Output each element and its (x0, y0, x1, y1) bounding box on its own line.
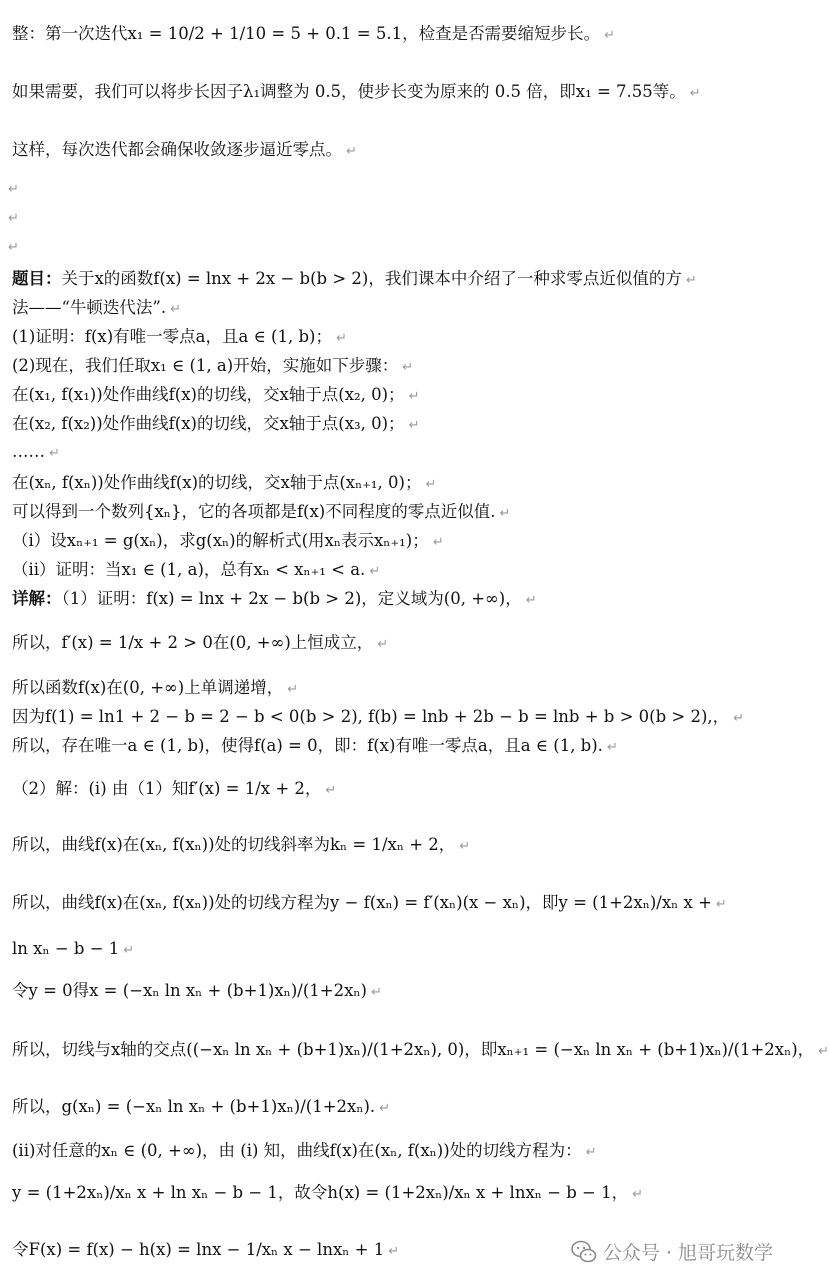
empty-paragraph-mark-icon: ↵ (8, 182, 19, 197)
paragraph-mark-icon: ↵ (287, 682, 299, 697)
line-text: 整：第一次迭代x₁ = 10/2 + 1/10 = 5 + 0.1 = 5.1，检查是否需要缩短步长。 (12, 24, 601, 43)
doc-line-l24 (12, 833, 777, 859)
line-text: 所以，g(xₙ) = (−xₙ ln xₙ + (b+1)xₙ)/(1+2xₙ). (12, 1097, 376, 1116)
paragraph-mark-icon: ↵ (585, 1145, 597, 1160)
paragraph-mark-icon: ↵ (369, 564, 381, 579)
paragraph-mark-icon: ↵ (379, 1101, 391, 1116)
paragraph-mark-icon: ↵ (689, 86, 701, 101)
line-text: 在(xₙ, f(xₙ))处作曲线f(x)的切线，交x轴于点(xₙ₊₁, 0)； (12, 473, 422, 492)
doc-line-l01 (12, 22, 777, 48)
doc-line-l16 (12, 529, 777, 555)
doc-line-l19 (12, 631, 777, 657)
paragraph-mark-icon: ↵ (432, 535, 444, 550)
paragraph-mark-icon: ↵ (818, 1044, 829, 1059)
line-text: （2）解：(i) 由（1）知f′(x) = 1/x + 2， (12, 779, 322, 798)
line-text: 在(x₂, f(x₂))处作曲线f(x)的切线，交x轴于点(x₃, 0)； (12, 414, 405, 433)
doc-line-l21 (12, 705, 777, 731)
line-text: y = (1+2xₙ)/xₙ x + ln xₙ − b − 1，故令h(x) = (1+2xₙ)/xₙ x + lnxₙ − b − 1， (12, 1183, 629, 1202)
line-text: 法——“牛顿迭代法”. (12, 298, 167, 317)
paragraph-mark-icon: ↵ (632, 1187, 643, 1202)
doc-line-l26 (12, 937, 777, 963)
line-text: 令F(x) = f(x) − h(x) = lnx − 1/xₙ x − lnxₙ + 1 (12, 1240, 385, 1259)
line-text: (2)现在，我们任取x₁ ∈ (1, a)开始，实施如下步骤： (12, 356, 399, 375)
line-text: （i）设xₙ₊₁ = g(xₙ)，求g(xₙ)的解析式(用xₙ表示xₙ₊₁)； (12, 531, 429, 550)
doc-line-l02 (12, 80, 777, 106)
paragraph-mark-icon: ↵ (685, 273, 697, 288)
doc-line-l08 (12, 296, 777, 322)
doc-line-l09 (12, 325, 777, 351)
doc-line-l17 (12, 558, 777, 584)
doc-line-l31 (12, 1181, 777, 1207)
doc-line-l30 (12, 1139, 777, 1165)
doc-line-l12 (12, 412, 777, 438)
line-text: 令y = 0得x = (−xₙ ln xₙ + (b+1)xₙ)/(1+2xₙ) (12, 981, 367, 1000)
paragraph-mark-icon: ↵ (408, 389, 420, 404)
doc-line-l18 (12, 587, 777, 613)
line-text: （1）证明：f(x) = lnx + 2x − b(b > 2)，定义域为(0, +∞)， (61, 589, 522, 608)
watermark-text: 公众号 · 旭哥玩数学 (602, 1242, 773, 1264)
paragraph-mark-icon: ↵ (377, 637, 389, 652)
line-text: 关于x的函数f(x) = lnx + 2x − b(b > 2)，我们课本中介绍了一种求零点近似值的方 (61, 269, 682, 288)
doc-line-l15 (12, 500, 777, 526)
doc-line-l13 (12, 440, 777, 466)
line-text: (ii)对任意的xₙ ∈ (0, +∞)，由 (i) 知，曲线f(x)在(xₙ, f(xₙ))处的切线方程为： (12, 1141, 582, 1160)
paragraph-mark-icon: ↵ (402, 360, 414, 375)
doc-line-l03 (12, 138, 777, 164)
doc-line-l22 (12, 734, 777, 760)
line-text: 因为f(1) = ln1 + 2 − b = 2 − b < 0(b > 2), f(b) = lnb + 2b − b = lnb + b > 0(b > 2),， (12, 707, 730, 726)
paragraph-mark-icon: ↵ (408, 418, 420, 433)
line-text: 所以，曲线f(x)在(xₙ, f(xₙ))处的切线方程为y − f(xₙ) = f′(xₙ)(x − xₙ)，即y = (1+2xₙ)/xₙ x + (12, 893, 712, 912)
empty-paragraph-mark-icon: ↵ (8, 211, 19, 226)
doc-line-l14 (12, 471, 777, 497)
doc-line-l20 (12, 676, 777, 702)
paragraph-mark-icon: ↵ (733, 711, 745, 726)
line-text: 如果需要，我们可以将步长因子λ₁调整为 0.5，使步长变为原来的 0.5 倍，即x₁ = 7.55等。 (12, 82, 686, 101)
doc-line-l28 (12, 1038, 829, 1064)
line-text: 所以，切线与x轴的交点((−xₙ ln xₙ + (b+1)xₙ)/(1+2xₙ), 0)，即xₙ₊₁ = (−xₙ ln xₙ + (b+1)xₙ)/(1+2xₙ)， (12, 1040, 815, 1059)
line-text: …… (12, 442, 45, 461)
doc-line-l10 (12, 354, 777, 380)
paragraph-mark-icon: ↵ (123, 943, 135, 958)
paragraph-mark-icon: ↵ (499, 506, 511, 521)
line-text: 所以，存在唯一a ∈ (1, b)，使得f(a) = 0，即：f(x)有唯一零点a，且a ∈ (1, b). (12, 736, 603, 755)
doc-line-l23 (12, 777, 777, 803)
line-text: 所以，f′(x) = 1/x + 2 > 0在(0, +∞)上恒成立， (12, 633, 374, 652)
watermark (571, 1238, 773, 1265)
paragraph-mark-icon: ↵ (170, 302, 182, 317)
empty-paragraph-mark-icon: ↵ (8, 240, 19, 255)
line-text: ln xₙ − b − 1 (12, 939, 120, 958)
doc-line-l11 (12, 383, 777, 409)
paragraph-mark-icon: ↵ (370, 985, 382, 1000)
bold-label: 题目： (12, 269, 62, 288)
paragraph-mark-icon: ↵ (49, 446, 60, 461)
paragraph-mark-icon: ↵ (325, 783, 337, 798)
paragraph-mark-icon: ↵ (459, 839, 471, 854)
line-text: 这样，每次迭代都会确保收敛逐步逼近零点。 (12, 140, 342, 159)
doc-line-l07 (12, 267, 777, 293)
wechat-icon (571, 1239, 597, 1265)
bold-label: 详解： (12, 589, 62, 608)
line-text: 所以函数f(x)在(0, +∞)上单调递增， (12, 678, 284, 697)
line-text: (1)证明：f(x)有唯一零点a，且a ∈ (1, b)； (12, 327, 332, 346)
paragraph-mark-icon: ↵ (388, 1244, 400, 1259)
doc-line-l25 (12, 891, 777, 917)
paragraph-mark-icon: ↵ (425, 477, 437, 492)
line-text: 可以得到一个数列{xₙ}，它的各项都是f(x)不同程度的零点近似值. (12, 502, 496, 521)
paragraph-mark-icon: ↵ (346, 144, 357, 159)
line-text: （ii）证明：当x₁ ∈ (1, a)，总有xₙ < xₙ₊₁ < a. (12, 560, 366, 579)
paragraph-mark-icon: ↵ (525, 593, 537, 608)
doc-line-l27 (12, 979, 777, 1005)
line-text: 在(x₁, f(x₁))处作曲线f(x)的切线，交x轴于点(x₂, 0)； (12, 385, 405, 404)
paragraph-mark-icon: ↵ (335, 331, 347, 346)
paragraph-mark-icon: ↵ (715, 897, 727, 912)
doc-line-l29 (12, 1095, 777, 1121)
paragraph-mark-icon: ↵ (606, 740, 618, 755)
line-text: 所以，曲线f(x)在(xₙ, f(xₙ))处的切线斜率为kₙ = 1/xₙ + 2， (12, 835, 456, 854)
paragraph-mark-icon: ↵ (604, 28, 615, 43)
